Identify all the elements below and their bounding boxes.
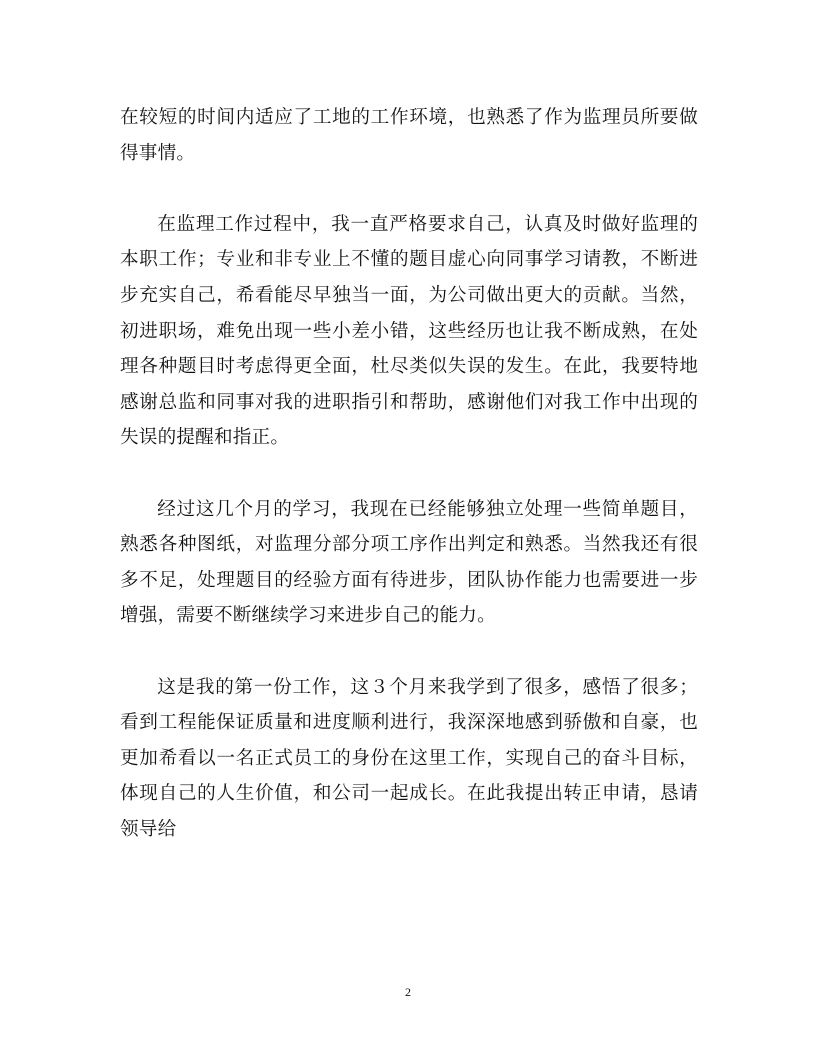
paragraph-2: 在监理工作过程中，我一直严格要求自己，认真及时做好监理的本职工作；专业和非专业上不懂的题目虚心向同事学习请教，不断进步充实自己，希看能尽早独当一面，为公司做出更大的贡献。当然，初进职场，难免出现一些小差小错，这些经历也让我不断成熟，在处理各种题目时考虑得更全面，杜尽类似失误的发生。在此，我要特地感谢总监和同事对我的进职指引和帮助，感谢他们对我工作中出现的失误的提醒和指正。: [120, 213, 698, 449]
paragraph-spacer: [120, 456, 698, 492]
paragraph-spacer: [120, 634, 698, 670]
paragraph-3: 经过这几个月的学习，我现在已经能够独立处理一些简单题目，熟悉各种图纸，对监理分部分项工序作出判定和熟悉。当然我还有很多不足，处理题目的经验方面有待进步，团队协作能力也需要进一步增强，需要不断继续学习来进步自己的能力。: [120, 498, 698, 627]
paragraph-4: 这是我的第一份工作，这３个月来我学到了很多，感悟了很多；看到工程能保证质量和进度顺利进行，我深深地感到骄傲和自豪，也更加希看以一名正式员工的身份在这里工作，实现自己的奋斗目标，体现自己的人生价值，和公司一起成长。在此我提出转正申请，恳请领导给: [120, 676, 698, 840]
document-body: [120, 100, 698, 847]
paragraph-1: 在较短的时间内适应了工地的工作环境，也熟悉了作为监理员所要做得事情。: [120, 107, 698, 164]
paragraph-spacer: [120, 171, 698, 207]
page-number: 2: [405, 985, 411, 999]
